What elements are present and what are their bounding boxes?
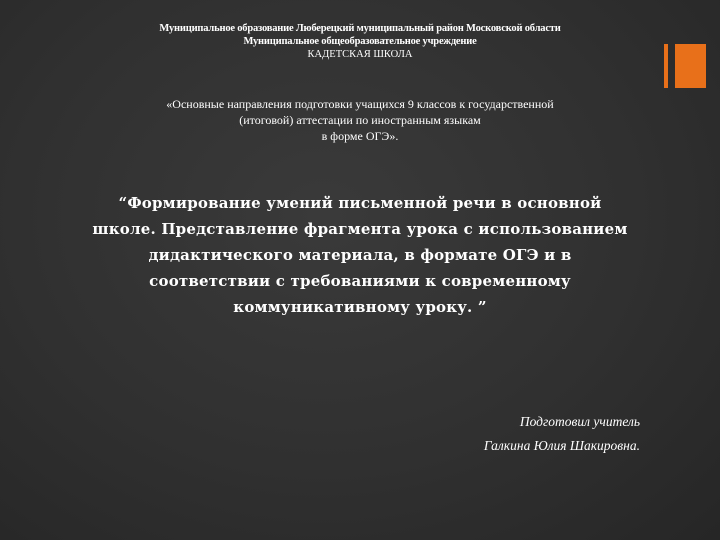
main-title-line-1: “Формирование умений письменной речи в основной — [118, 194, 602, 212]
author-role: Подготовил учитель — [519, 414, 640, 429]
subtitle-line-2: (итоговой) аттестации по иностранным языкам — [239, 113, 481, 127]
main-title-line-2: школе. Представление фрагмента урока с использованием — [92, 220, 628, 238]
main-title — [60, 190, 660, 320]
main-title-line-4: соответствии с требованиями к современному — [149, 272, 571, 290]
header-line-institution: Муниципальное общеобразовательное учреждение — [243, 36, 477, 47]
subtitle-line-3: в форме ОГЭ». — [321, 129, 399, 143]
accent-bar-thin — [664, 44, 668, 88]
main-title-line-3: дидактического материала, в формате ОГЭ и в — [148, 246, 572, 264]
main-title-line-5: коммуникативному уроку. ” — [233, 298, 487, 316]
author-name: Галкина Юлия Шакировна. — [483, 438, 640, 453]
subtitle-line-1: «Основные направления подготовки учащихся 9 классов к государственной — [166, 97, 554, 111]
header-line-school: КАДЕТСКАЯ ШКОЛА — [307, 49, 413, 60]
accent-bar-thick — [675, 44, 706, 88]
header-line-municipality: Муниципальное образование Люберецкий муниципальный район Московской области — [159, 23, 561, 34]
subtitle — [80, 96, 640, 144]
author-block — [400, 410, 640, 458]
header — [60, 22, 660, 61]
